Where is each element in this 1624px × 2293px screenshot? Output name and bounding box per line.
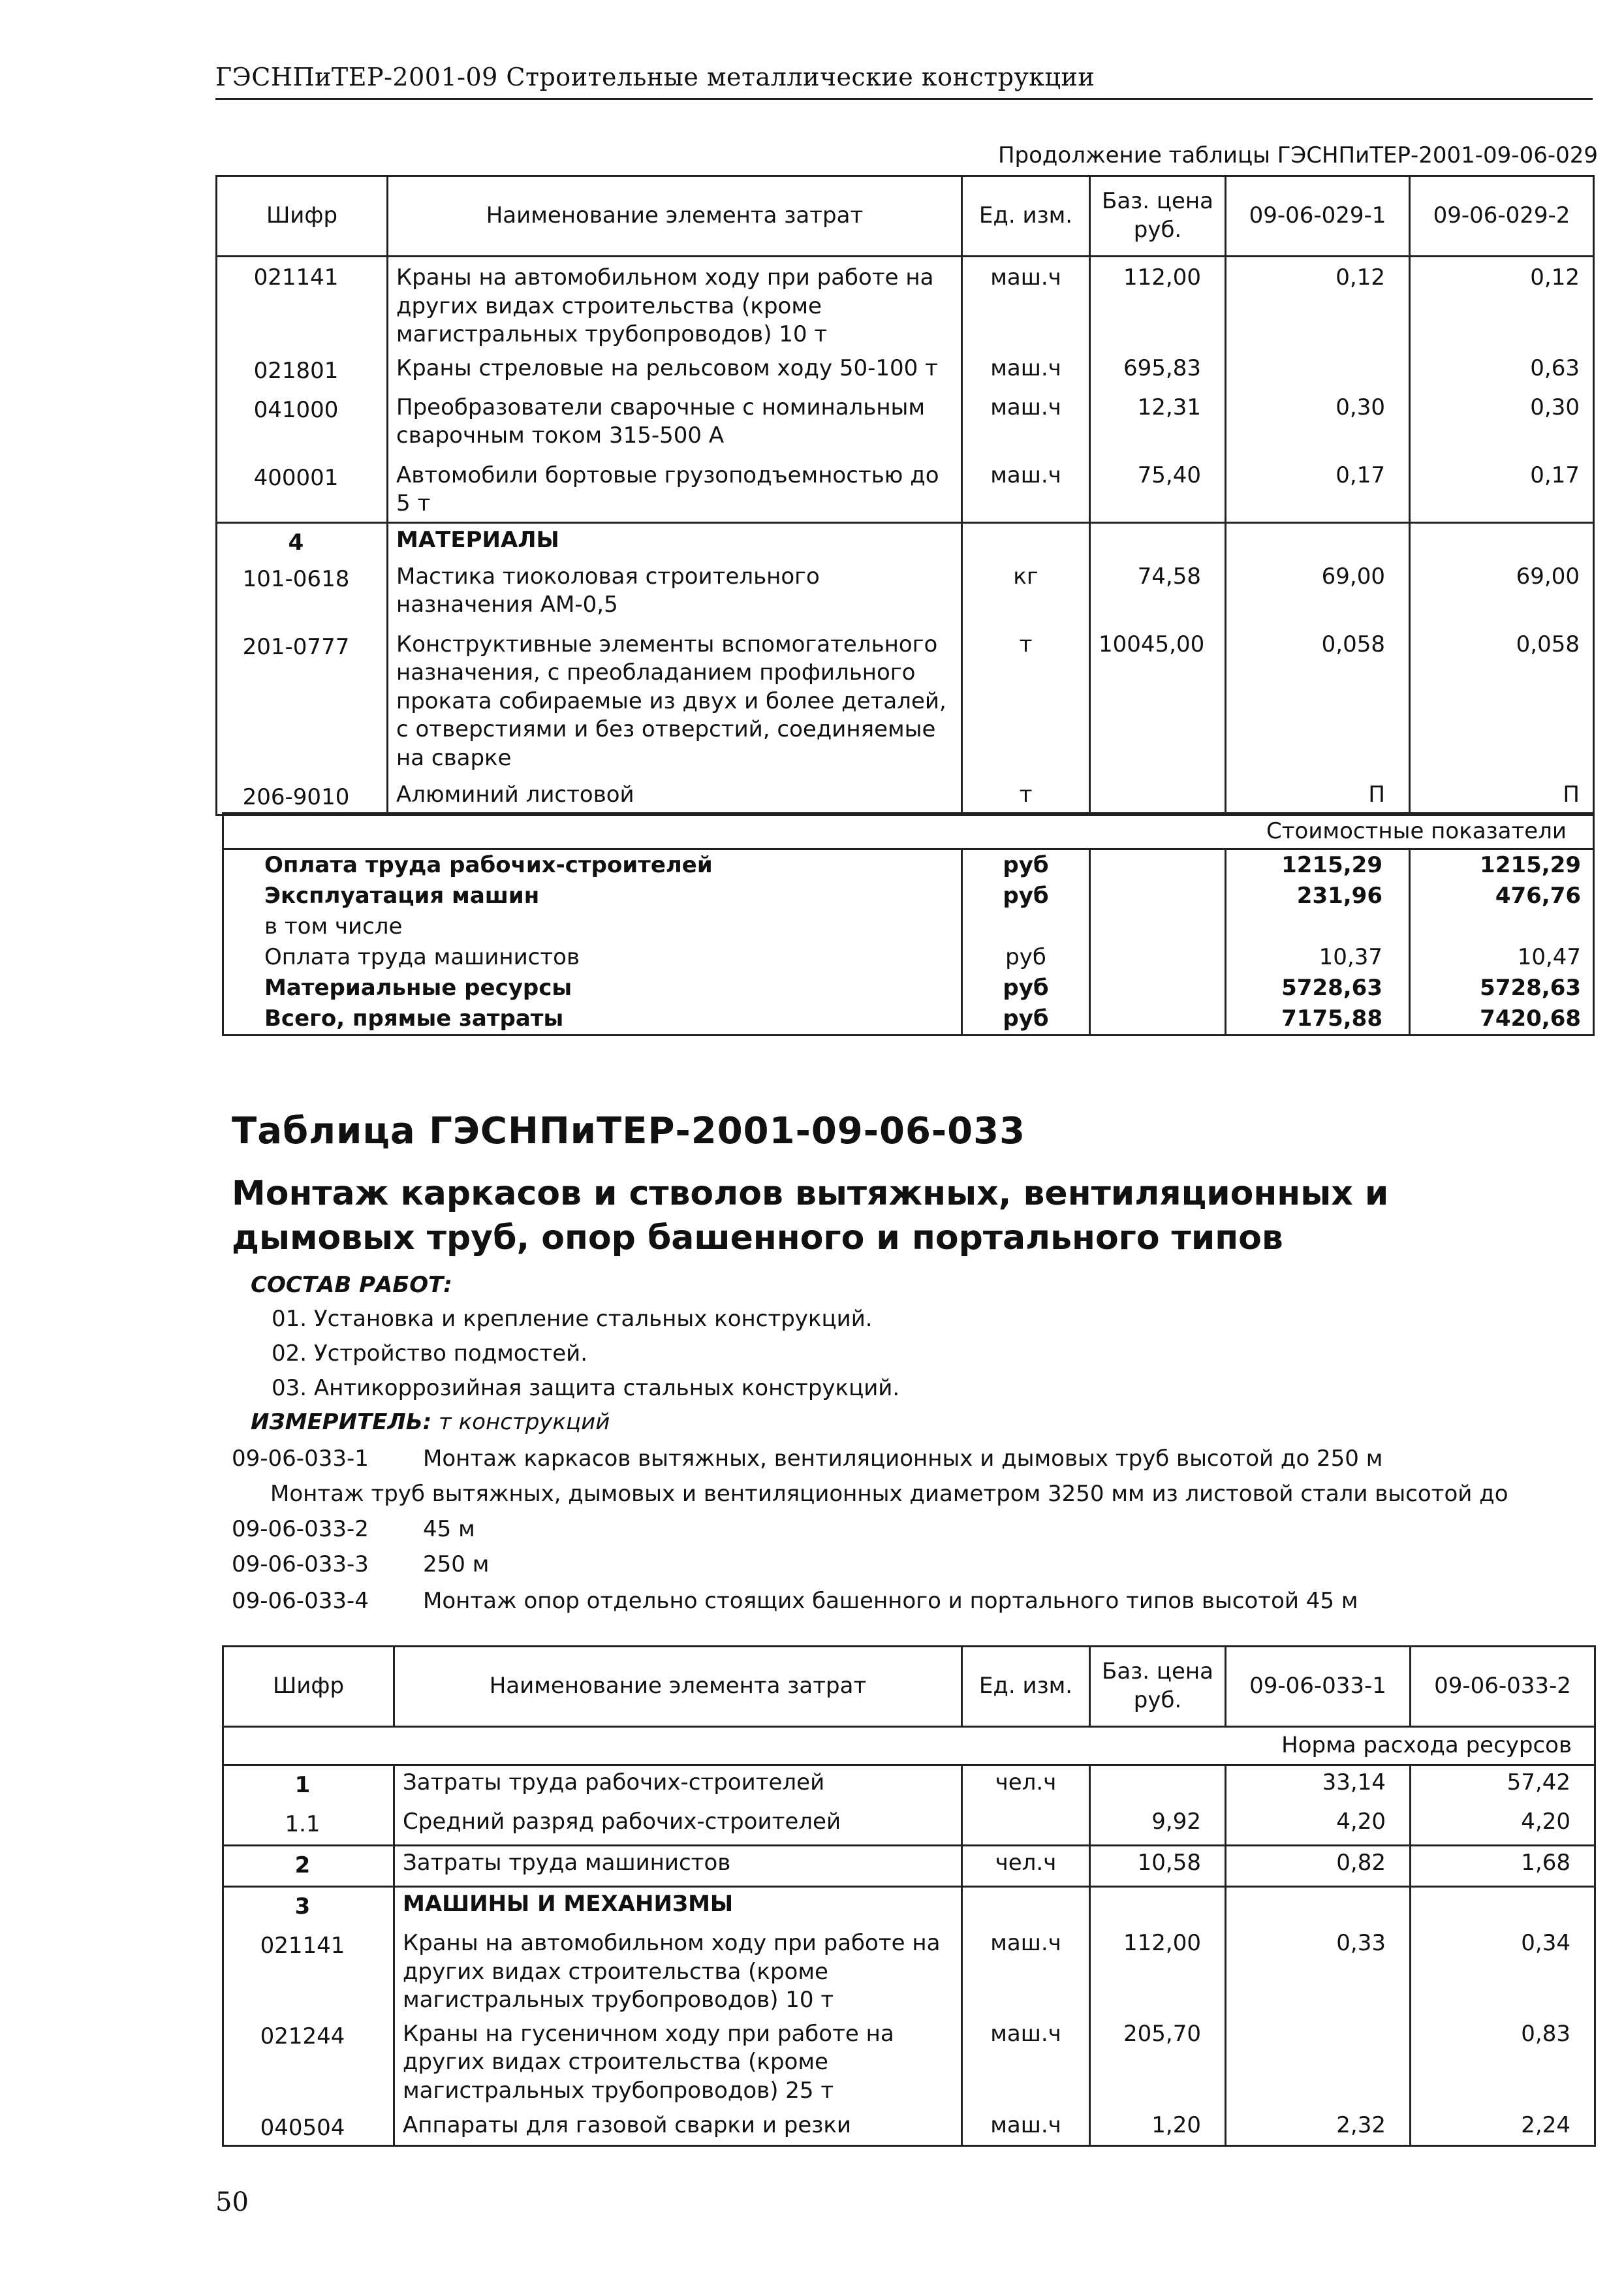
summary-value-1: 10,37 (1226, 942, 1410, 973)
header-price: Баз. цена руб. (1090, 1647, 1226, 1727)
row-value-1: 0,33 (1226, 1927, 1411, 2017)
header-rule (215, 98, 1593, 100)
table-row (223, 1765, 1595, 1806)
summary-unit: руб (962, 1004, 1090, 1036)
meter-line (251, 1409, 610, 1435)
row-value-1: 0,30 (1226, 391, 1410, 459)
row-value-2: 57,42 (1411, 1765, 1595, 1806)
row-name: Автомобили бортовые грузоподъемностью до 5 т (388, 459, 962, 523)
summary-row (223, 973, 1594, 1004)
norm-code: 09-06-033-4 (232, 1588, 369, 1614)
summary-price-empty (1090, 1004, 1226, 1036)
summary-unit: руб (962, 849, 1090, 881)
row-value-1 (1226, 352, 1410, 391)
work-item: 01. Установка и крепление стальных конструкций. (272, 1306, 873, 1332)
row-name: Мастика тиоколовая строительного назначения АМ-0,5 (388, 560, 962, 628)
row-name: Аппараты для газовой сварки и резки (394, 2109, 962, 2146)
summary-value-1: 231,96 (1226, 881, 1410, 911)
row-value-1 (1226, 522, 1410, 560)
table-row (217, 778, 1594, 815)
norm-text: 250 м (423, 1551, 490, 1577)
summary-price-empty (1090, 973, 1226, 1004)
row-price (1090, 1765, 1226, 1806)
summary-label: в том числе (223, 911, 962, 942)
summary-value-2 (1410, 911, 1594, 942)
header-unit: Ед. изм. (962, 176, 1090, 257)
row-unit (962, 1805, 1090, 1846)
row-price: 695,83 (1090, 352, 1226, 391)
row-code: 021141 (217, 257, 388, 352)
row-code: 201-0777 (217, 628, 388, 778)
page-number: 50 (215, 2187, 249, 2217)
section-title: МАТЕРИАЛЫ (388, 522, 962, 560)
summary-label: Всего, прямые затраты (223, 1004, 962, 1036)
row-name: Краны на гусеничном ходу при работе на других видах строительства (кроме магистральных трубопроводов) 25 т (394, 2017, 962, 2109)
running-header: ГЭСНПиТЕР-2001-09 Строительные металлические конструкции (215, 63, 1095, 91)
row-value-1: 69,00 (1226, 560, 1410, 628)
row-value-1: П (1226, 778, 1410, 815)
continuation-title: Продолжение таблицы ГЭСНПиТЕР-2001-09-06-029 (997, 142, 1598, 168)
row-unit (962, 522, 1090, 560)
summary-price-empty (1090, 849, 1226, 881)
row-value-2: 4,20 (1411, 1805, 1595, 1846)
summary-value-2: 7420,68 (1410, 1004, 1594, 1036)
row-code: 206-9010 (217, 778, 388, 815)
row-value-2: 69,00 (1410, 560, 1594, 628)
row-value-1 (1226, 1887, 1411, 1927)
table-row (217, 257, 1594, 352)
row-price: 112,00 (1090, 257, 1226, 352)
header-col1: 09-06-033-1 (1226, 1647, 1411, 1727)
row-price: 10045,00 (1090, 628, 1226, 778)
norm-code: 09-06-033-2 (232, 1516, 369, 1542)
resource-norm-caption: Норма расхода ресурсов (223, 1727, 1595, 1765)
row-name: Затраты труда машинистов (394, 1846, 962, 1887)
summary-unit: руб (962, 942, 1090, 973)
summary-price-empty (1090, 911, 1226, 942)
table-row (223, 1805, 1595, 1846)
row-value-2: 0,83 (1411, 2017, 1595, 2109)
row-code: 021801 (217, 352, 388, 391)
caption-row (223, 1727, 1595, 1765)
table-row (217, 352, 1594, 391)
row-price (1090, 1887, 1226, 1927)
row-value-1: 0,12 (1226, 257, 1410, 352)
row-value-1: 33,14 (1226, 1765, 1411, 1806)
row-value-1 (1226, 2017, 1411, 2109)
cost-summary-table (222, 812, 1595, 1036)
row-price (1090, 778, 1226, 815)
row-unit: маш.ч (962, 391, 1090, 459)
section-row-materials (217, 522, 1594, 560)
row-name: Конструктивные элементы вспомогательного назначения, с преобладанием профильного проката собираемые из двух и более деталей, с отверстиями и без отверстий, соединяемые на сварке (388, 628, 962, 778)
row-code: 040504 (223, 2109, 394, 2146)
row-code: 2 (223, 1846, 394, 1887)
summary-label: Эксплуатация машин (223, 881, 962, 911)
summary-label: Оплата труда рабочих-строителей (223, 849, 962, 881)
row-code: 4 (217, 522, 388, 560)
summary-value-2: 476,76 (1410, 881, 1594, 911)
meter-label: ИЗМЕРИТЕЛЬ: (251, 1409, 432, 1435)
row-price: 10,58 (1090, 1846, 1226, 1887)
work-item: 03. Антикоррозийная защита стальных конструкций. (272, 1375, 900, 1401)
row-value-1: 0,17 (1226, 459, 1410, 523)
table-title: Таблица ГЭСНПиТЕР-2001-09-06-033 (232, 1110, 1026, 1152)
summary-row (223, 849, 1594, 881)
summary-value-1: 5728,63 (1226, 973, 1410, 1004)
summary-price-empty (1090, 942, 1226, 973)
norm-text: Монтаж опор отдельно стоящих башенного и портального типов высотой 45 м (423, 1588, 1358, 1614)
row-name: Краны стреловые на рельсовом ходу 50-100 т (388, 352, 962, 391)
resource-table-029 (215, 175, 1595, 816)
row-value-2: 0,12 (1410, 257, 1594, 352)
row-name: Затраты труда рабочих-строителей (394, 1765, 962, 1806)
summary-unit: руб (962, 881, 1090, 911)
table-row (223, 1846, 1595, 1887)
row-price: 74,58 (1090, 560, 1226, 628)
work-composition-label: СОСТАВ РАБОТ: (251, 1272, 452, 1298)
row-value-2 (1410, 522, 1594, 560)
header-code: Шифр (217, 176, 388, 257)
row-unit: чел.ч (962, 1765, 1090, 1806)
row-value-2: 2,24 (1411, 2109, 1595, 2146)
norm-text: 45 м (423, 1516, 475, 1542)
row-price (1090, 522, 1226, 560)
row-value-1: 0,82 (1226, 1846, 1411, 1887)
header-unit: Ед. изм. (962, 1647, 1090, 1727)
summary-value-1: 1215,29 (1226, 849, 1410, 881)
norm-code: 09-06-033-3 (232, 1551, 369, 1577)
work-item: 02. Устройство подмостей. (272, 1340, 588, 1367)
section-row-machines (223, 1887, 1595, 1927)
norm-text: Монтаж каркасов вытяжных, вентиляционных и дымовых труб высотой до 250 м (423, 1446, 1383, 1472)
row-value-2: 0,058 (1410, 628, 1594, 778)
summary-value-1 (1226, 911, 1410, 942)
row-value-2: 0,17 (1410, 459, 1594, 523)
summary-value-1: 7175,88 (1226, 1004, 1410, 1036)
row-code: 1 (223, 1765, 394, 1806)
row-unit: маш.ч (962, 352, 1090, 391)
meter-value: т конструкций (439, 1409, 610, 1435)
row-code: 041000 (217, 391, 388, 459)
row-name: Средний разряд рабочих-строителей (394, 1805, 962, 1846)
row-value-1: 0,058 (1226, 628, 1410, 778)
summary-row (223, 1004, 1594, 1036)
table-subtitle: Монтаж каркасов и стволов вытяжных, вентиляционных и дымовых труб, опор башенного и портального типов (232, 1174, 1389, 1257)
header-name: Наименование элемента затрат (388, 176, 962, 257)
row-code: 1.1 (223, 1805, 394, 1846)
row-value-2: 0,63 (1410, 352, 1594, 391)
row-unit: маш.ч (962, 459, 1090, 523)
norm-code: 09-06-033-1 (232, 1446, 369, 1472)
summary-caption: Стоимостные показатели (223, 814, 1594, 849)
row-unit: т (962, 628, 1090, 778)
table-header-row (217, 176, 1594, 257)
summary-price-empty (1090, 881, 1226, 911)
row-value-2: 0,30 (1410, 391, 1594, 459)
row-unit: маш.ч (962, 2017, 1090, 2109)
row-name: Краны на автомобильном ходу при работе на других видах строительства (кроме магистральных трубопроводов) 10 т (394, 1927, 962, 2017)
header-col2: 09-06-029-2 (1410, 176, 1594, 257)
row-code: 3 (223, 1887, 394, 1927)
summary-unit: руб (962, 973, 1090, 1004)
row-price: 205,70 (1090, 2017, 1226, 2109)
row-unit: т (962, 778, 1090, 815)
row-value-1: 4,20 (1226, 1805, 1411, 1846)
row-unit: кг (962, 560, 1090, 628)
row-price: 9,92 (1090, 1805, 1226, 1846)
row-code: 021141 (223, 1927, 394, 2017)
summary-value-2: 10,47 (1410, 942, 1594, 973)
row-price: 75,40 (1090, 459, 1226, 523)
header-col1: 09-06-029-1 (1226, 176, 1410, 257)
header-price: Баз. цена руб. (1090, 176, 1226, 257)
summary-caption-row (223, 814, 1594, 849)
row-unit: чел.ч (962, 1846, 1090, 1887)
table-row (217, 628, 1594, 778)
row-name: Преобразователи сварочные с номинальным сварочным током 315-500 А (388, 391, 962, 459)
summary-row (223, 942, 1594, 973)
row-value-2 (1411, 1887, 1595, 1927)
row-unit (962, 1887, 1090, 1927)
summary-unit (962, 911, 1090, 942)
table-row (223, 1927, 1595, 2017)
row-code: 400001 (217, 459, 388, 523)
row-unit: маш.ч (962, 2109, 1090, 2146)
row-name: Алюминий листовой (388, 778, 962, 815)
summary-row (223, 911, 1594, 942)
table-row (217, 391, 1594, 459)
summary-row (223, 881, 1594, 911)
table-row (217, 560, 1594, 628)
table-row (223, 2109, 1595, 2146)
header-name: Наименование элемента затрат (394, 1647, 962, 1727)
row-value-2: П (1410, 778, 1594, 815)
resource-table-033 (222, 1645, 1596, 2147)
row-code: 101-0618 (217, 560, 388, 628)
row-price: 1,20 (1090, 2109, 1226, 2146)
row-value-2: 0,34 (1411, 1927, 1595, 2017)
table-row (217, 459, 1594, 523)
row-price: 112,00 (1090, 1927, 1226, 2017)
row-code: 021244 (223, 2017, 394, 2109)
summary-value-2: 5728,63 (1410, 973, 1594, 1004)
header-col2: 09-06-033-2 (1411, 1647, 1595, 1727)
row-value-2: 1,68 (1411, 1846, 1595, 1887)
summary-label: Оплата труда машинистов (223, 942, 962, 973)
table-row (223, 2017, 1595, 2109)
row-unit: маш.ч (962, 257, 1090, 352)
header-code: Шифр (223, 1647, 394, 1727)
norm-group-text: Монтаж труб вытяжных, дымовых и вентиляционных диаметром 3250 мм из листовой стали высотой до (270, 1481, 1508, 1507)
summary-value-2: 1215,29 (1410, 849, 1594, 881)
table-header-row (223, 1647, 1595, 1727)
section-title: МАШИНЫ И МЕХАНИЗМЫ (394, 1887, 962, 1927)
row-name: Краны на автомобильном ходу при работе на других видах строительства (кроме магистральных трубопроводов) 10 т (388, 257, 962, 352)
row-unit: маш.ч (962, 1927, 1090, 2017)
row-price: 12,31 (1090, 391, 1226, 459)
summary-label: Материальные ресурсы (223, 973, 962, 1004)
row-value-1: 2,32 (1226, 2109, 1411, 2146)
